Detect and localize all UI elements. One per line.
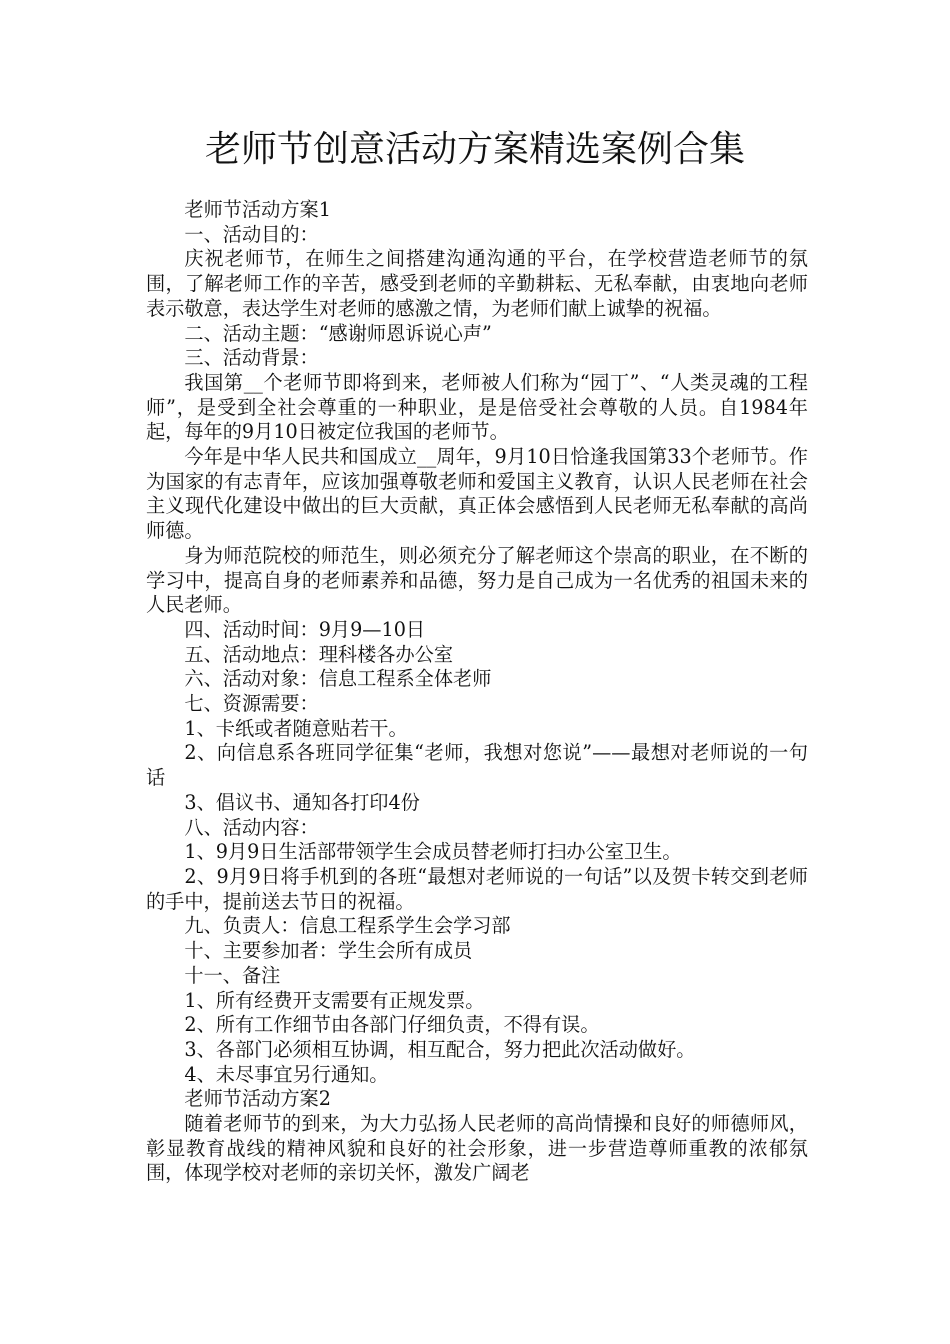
paragraph: 随着老师节的到来，为大力弘扬人民老师的高尚情操和良好的师德师风，彰显教育战线的精神风貌和良好的社会形象，进一步营造尊师重教的浓郁氛围，体现学校对老师的亲切关怀，激发广阔老 [146, 1112, 808, 1185]
paragraph: 十一、备注 [184, 963, 281, 987]
paragraph: 今年是中华人民共和国成立__周年，9月10日恰逢我国第33个老师节。作为国家的有志青年，应该加强尊敬老师和爱国主义教育，认识人民老师在社会主义现代化建设中做出的巨大贡献，真正体会感悟到人民老师无私奉献的高尚师德。 [146, 445, 808, 543]
paragraph: 3、倡议书、通知各打印4份 [184, 790, 420, 814]
paragraph: 2、9月9日将手机到的各班“最想对老师说的一句话”以及贺卡转交到老师的手中，提前送去节日的祝福。 [146, 864, 808, 913]
paragraph: 四、活动时间：9月9—10日 [184, 617, 426, 641]
paragraph: 五、活动地点：理科楼各办公室 [184, 642, 454, 666]
paragraph: 三、活动背景： [184, 346, 319, 370]
paragraph: 老师节活动方案1 [184, 198, 331, 221]
paragraph: 二、活动主题：“感谢师恩诉说心声” [184, 321, 492, 345]
paragraph: 1、卡纸或者随意贴若干。 [184, 716, 408, 740]
paragraph: 身为师范院校的师范生，则必须充分了解老师这个崇高的职业，在不断的学习中，提高自身的老师素养和品德，努力是自己成为一名优秀的祖国未来的人民老师。 [146, 543, 808, 617]
paragraph: 九、负责人：信息工程系学生会学习部 [184, 914, 511, 938]
paragraph: 我国第__个老师节即将到来，老师被人们称为“园丁”、“人类灵魂的工程师”，是受到全社会尊重的一种职业，是是倍受社会尊敬的人员。自1984年起，每年的9月10日被定位我国的老师节。 [146, 370, 808, 444]
paragraph: 八、活动内容： [184, 815, 319, 839]
paragraph: 3、各部门必须相互协调，相互配合，努力把此次活动做好。 [184, 1037, 696, 1061]
paragraph: 4、未尽事宜另行通知。 [184, 1062, 389, 1086]
paragraph: 1、9月9日生活部带领学生会成员替老师打扫办公室卫生。 [184, 840, 682, 864]
paragraph: 2、所有工作细节由各部门仔细负责，不得有误。 [184, 1013, 600, 1037]
paragraph: 2、向信息系各班同学征集“老师，我想对您说”——最想对老师说的一句话 [146, 741, 808, 790]
paragraph: 庆祝老师节，在师生之间搭建沟通沟通的平台，在学校营造老师节的氛围，了解老师工作的辛苦，感受到老师的辛勤耕耘、无私奉献，由衷地向老师表示敬意，表达学生对老师的感激之情，为老师们献上诚挚的祝福。 [146, 247, 808, 320]
document-title: 老师节创意活动方案精选案例合集 [204, 129, 745, 170]
paragraph: 六、活动对象：信息工程系全体老师 [184, 667, 492, 691]
paragraph: 十、主要参加者：学生会所有成员 [184, 939, 473, 963]
document-body [146, 198, 808, 1186]
paragraph: 老师节活动方案2 [184, 1087, 331, 1111]
paragraph: 1、所有经费开支需要有正规发票。 [184, 988, 485, 1012]
paragraph: 七、资源需要： [184, 692, 319, 716]
paragraph: 一、活动目的： [184, 222, 319, 246]
